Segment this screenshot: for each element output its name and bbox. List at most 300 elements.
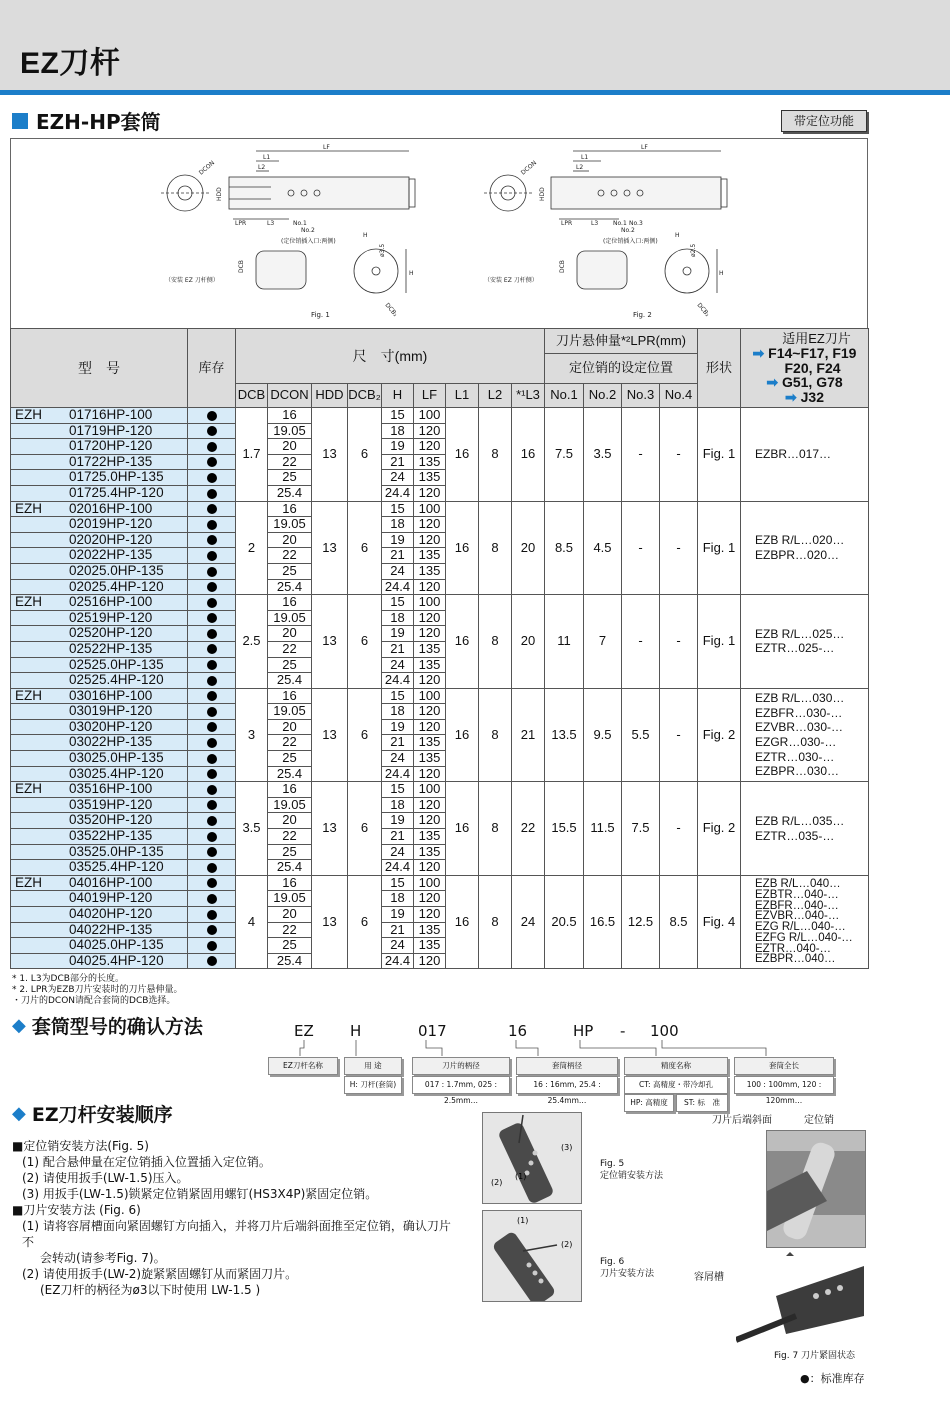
subcol-5: LF [414, 384, 446, 408]
applicable-insert-cell: EZB R/L…025… EZTR…025-… [741, 595, 869, 689]
model-cell: 02022HP-135 [11, 548, 188, 564]
dcon-cell: 25 [268, 751, 312, 767]
step2-item-1-cont: 会转动(请参考Fig. 7)。 [40, 1251, 166, 1265]
spec-table [10, 328, 869, 969]
stock-cell [188, 408, 236, 424]
model-cell: 04019HP-120 [11, 891, 188, 907]
hdd-cell: 13 [312, 688, 348, 782]
stock-dot-icon [207, 722, 217, 732]
applic-item-3: G51, G78 [781, 374, 843, 391]
model-cell: 03519HP-120 [11, 797, 188, 813]
dcon-cell: 20 [268, 626, 312, 642]
dcb-cell: 1.7 [236, 408, 268, 502]
applic-item-1: F14~F17, F19 [768, 345, 857, 362]
no1-cell: 13.5 [545, 688, 584, 782]
stock-cell [188, 766, 236, 782]
dcon-cell: 16 [268, 595, 312, 611]
stock-cell [188, 517, 236, 533]
no3-cell: - [622, 595, 660, 689]
fig7-closeup-photo [766, 1130, 866, 1248]
subcol-12: No.4 [660, 384, 698, 408]
stock-cell [188, 673, 236, 689]
shape-cell: Fig. 1 [698, 501, 741, 595]
svg-text:L1: L1 [581, 154, 589, 161]
svg-text:No.2: No.2 [621, 227, 635, 234]
h-cell: 21 [382, 548, 414, 564]
shape-cell: Fig. 2 [698, 688, 741, 782]
technical-drawing-box [10, 138, 868, 328]
svg-text:No.1: No.1 [613, 220, 627, 227]
lf-cell: 120 [414, 439, 446, 455]
step1-item-2: (2) 请使用扳手(LW-1.5)压入。 [22, 1171, 189, 1185]
no4-cell: - [660, 501, 698, 595]
model-cell: 03019HP-120 [11, 704, 188, 720]
no1-cell: 15.5 [545, 782, 584, 876]
svg-text:L2: L2 [576, 164, 584, 171]
lf-cell: 100 [414, 408, 446, 424]
lf-cell: 120 [414, 719, 446, 735]
h-cell: 24.4 [382, 485, 414, 501]
no2-cell: 16.5 [584, 875, 622, 969]
dcon-cell: 25 [268, 938, 312, 954]
stock-dot-icon [207, 691, 217, 701]
positioning-function-tag: 带定位功能 [781, 110, 867, 132]
code-val-precision-hp: HP: 高精度 [624, 1094, 674, 1112]
stock-dot-icon [207, 504, 217, 514]
code-box-sleeve-shank: 套筒柄径 [516, 1057, 618, 1075]
l1-cell: 16 [446, 688, 479, 782]
dcb2-cell: 6 [348, 688, 382, 782]
arrow-icon: ➡ [766, 374, 779, 391]
stock-cell [188, 470, 236, 486]
square-bullet-icon [12, 113, 28, 129]
subcol-7: L2 [479, 384, 512, 408]
code-box-length: 套筒全长 [734, 1057, 834, 1075]
dim-label-l1: L1 [263, 154, 271, 161]
l3-cell: 24 [512, 875, 545, 969]
model-cell: 04020HP-120 [11, 907, 188, 923]
col-shape: 形状 [698, 329, 741, 408]
dcon-cell: 20 [268, 813, 312, 829]
model-cell: 02019HP-120 [11, 517, 188, 533]
dcon-cell: 22 [268, 829, 312, 845]
model-cell: 04025.0HP-135 [11, 938, 188, 954]
svg-text:DCB: DCB [559, 260, 566, 273]
step1-heading: ■定位销安装方法(Fig. 5) [12, 1139, 149, 1153]
stock-cell [188, 953, 236, 969]
code-box-insert-shank: 刀片的柄径 [412, 1057, 510, 1075]
model-cell: 02025.0HP-135 [11, 563, 188, 579]
no3-cell: 7.5 [622, 782, 660, 876]
l2-cell: 8 [479, 875, 512, 969]
shape-cell: Fig. 4 [698, 875, 741, 969]
stock-cell [188, 641, 236, 657]
section-model-code-title [12, 1012, 203, 1039]
model-cell: EZH 02516HP-100 [11, 595, 188, 611]
model-cell: 03525.4HP-120 [11, 860, 188, 876]
h-cell: 24.4 [382, 673, 414, 689]
code-val-precision-st: ST: 标 准 [676, 1094, 728, 1112]
table-row [11, 408, 869, 424]
stock-legend: ●：标准库存 [800, 1372, 865, 1385]
h-cell: 19 [382, 813, 414, 829]
model-cell: 03025.4HP-120 [11, 766, 188, 782]
h-cell: 15 [382, 875, 414, 891]
code-part-16: 16 [508, 1022, 528, 1040]
no3-cell: 12.5 [622, 875, 660, 969]
stock-dot-icon [207, 567, 217, 577]
dcon-cell: 19.05 [268, 891, 312, 907]
applic-title: 适用EZ刀片 [782, 330, 851, 346]
h-cell: 19 [382, 626, 414, 642]
lf-cell: 135 [414, 548, 446, 564]
h-cell: 18 [382, 797, 414, 813]
model-cell: EZH 03516HP-100 [11, 782, 188, 798]
l2-cell: 8 [479, 782, 512, 876]
stock-cell [188, 704, 236, 720]
subcol-8: *¹L3 [512, 384, 545, 408]
applicable-insert-cell: EZB R/L…030… EZBFR…030-… EZVBR…030-… EZGR…030-… EZTR…030-… EZBPR…030… [741, 688, 869, 782]
h-cell: 21 [382, 735, 414, 751]
dim-label-no1: No.1 [293, 220, 307, 227]
model-cell: 02520HP-120 [11, 626, 188, 642]
code-box-usage: 用 途 [344, 1057, 402, 1075]
model-cell: 03020HP-120 [11, 719, 188, 735]
svg-text:L3: L3 [591, 220, 599, 227]
stock-cell [188, 860, 236, 876]
dcon-cell: 25.4 [268, 579, 312, 595]
lf-cell: 135 [414, 844, 446, 860]
no2-cell: 3.5 [584, 408, 622, 502]
svg-text:H: H [675, 232, 680, 239]
section3-title-text: EZ刀杆安装顺序 [31, 1104, 173, 1126]
dim-label-h-side: H [409, 270, 414, 277]
stock-cell [188, 657, 236, 673]
code-part-dash: - [620, 1022, 626, 1040]
model-cell: 02525.0HP-135 [11, 657, 188, 673]
model-cell: EZH 01716HP-100 [11, 408, 188, 424]
dcon-cell: 25.4 [268, 953, 312, 969]
dcon-cell: 25.4 [268, 766, 312, 782]
stock-dot-icon [207, 832, 217, 842]
fig5-caption-number: Fig. 5 [600, 1159, 625, 1169]
h-cell: 19 [382, 439, 414, 455]
fig6-caption [600, 1256, 654, 1280]
model-cell: 03520HP-120 [11, 813, 188, 829]
dim-label-lpr: LPR [235, 220, 247, 227]
l3-cell: 21 [512, 688, 545, 782]
lf-cell: 135 [414, 454, 446, 470]
dcon-cell: 25.4 [268, 485, 312, 501]
dcb-cell: 3.5 [236, 782, 268, 876]
dcon-cell: 22 [268, 454, 312, 470]
shape-cell: Fig. 1 [698, 595, 741, 689]
svg-text:HDD: HDD [539, 187, 546, 201]
fig5-caption-text: 定位销安装方法 [600, 1171, 664, 1181]
applicable-insert-cell: EZB R/L…040… EZBTR…040-… EZBFR…040-… EZVBR…040-… EZG R/L…040-… EZFG R/L…040-… EZTR…040-… EZBPR…040… [741, 875, 869, 969]
subcol-3: DCB₂ [348, 384, 382, 408]
fig5-mark-1: (1) [515, 1172, 527, 1181]
model-cell: 01722HP-135 [11, 454, 188, 470]
stock-dot-icon [207, 551, 217, 561]
stock-cell [188, 610, 236, 626]
dcon-cell: 20 [268, 439, 312, 455]
section-title-text: EZH-HP套筒 [36, 110, 161, 134]
lf-cell: 100 [414, 875, 446, 891]
lf-cell: 135 [414, 563, 446, 579]
fig7-overall-photo [736, 1256, 866, 1346]
fig2-caption: Fig. 2 [633, 311, 652, 319]
lf-cell: 120 [414, 673, 446, 689]
col-applic [741, 329, 869, 408]
subcol-0: DCB [236, 384, 268, 408]
lf-cell: 100 [414, 501, 446, 517]
table-row [11, 782, 869, 798]
dcb2-cell: 6 [348, 501, 382, 595]
svg-text:DCB₂: DCB₂ [695, 301, 711, 319]
stock-cell [188, 719, 236, 735]
table-notes [12, 974, 183, 1007]
fig5-mark-2: (2) [491, 1178, 503, 1187]
code-part-ez: EZ [294, 1022, 314, 1040]
lf-cell: 135 [414, 470, 446, 486]
h-cell: 24.4 [382, 766, 414, 782]
hdd-cell: 13 [312, 875, 348, 969]
l2-cell: 8 [479, 688, 512, 782]
dcon-cell: 22 [268, 548, 312, 564]
dim-label-no2: No.2 [301, 227, 315, 234]
l1-cell: 16 [446, 501, 479, 595]
no1-cell: 11 [545, 595, 584, 689]
svg-text:LF: LF [641, 144, 648, 151]
dim-label-hdd: HDD [216, 187, 223, 201]
stock-dot-icon [207, 754, 217, 764]
stock-dot-icon [207, 535, 217, 545]
section-install-title [12, 1100, 173, 1127]
applic-item-4: J32 [800, 388, 824, 405]
stock-dot-icon [207, 816, 217, 826]
subcol-9: No.1 [545, 384, 584, 408]
h-cell: 18 [382, 423, 414, 439]
pin-label-fig1: (定位销插入口:两侧) [281, 238, 336, 245]
code-val-usage: H: 刀杆(套筒) [344, 1076, 402, 1094]
l2-cell: 8 [479, 595, 512, 689]
lf-cell: 120 [414, 907, 446, 923]
stock-dot-icon [207, 769, 217, 779]
subcol-1: DCON [268, 384, 312, 408]
lf-cell: 135 [414, 922, 446, 938]
note-1: * 1. L3为DCB部分的长度。 [12, 974, 124, 984]
stock-cell [188, 797, 236, 813]
applic-item-2: F20, F24 [784, 359, 841, 376]
stock-dot-icon [207, 956, 217, 966]
stock-dot-icon [207, 910, 217, 920]
dcb-cell: 3 [236, 688, 268, 782]
l1-cell: 16 [446, 408, 479, 502]
dcon-cell: 22 [268, 922, 312, 938]
table-row [11, 688, 869, 704]
col-lpr: 刀片悬伸量*²LPR(mm) [545, 329, 698, 354]
dim-label-dcb2: DCB₂ [383, 301, 399, 319]
stock-cell [188, 891, 236, 907]
code-part-100: 100 [650, 1022, 679, 1040]
code-part-017: 017 [418, 1022, 447, 1040]
page-header [0, 0, 950, 92]
stock-dot-icon [207, 847, 217, 857]
stock-dot-icon [207, 411, 217, 421]
stock-dot-icon [207, 941, 217, 951]
stock-dot-icon [207, 582, 217, 592]
subcol-6: L1 [446, 384, 479, 408]
model-cell: EZH 04016HP-100 [11, 875, 188, 891]
col-model: 型 号 [11, 329, 188, 408]
stock-cell [188, 454, 236, 470]
lf-cell: 120 [414, 626, 446, 642]
stock-cell [188, 813, 236, 829]
stock-dot-icon [207, 442, 217, 452]
dcb-cell: 4 [236, 875, 268, 969]
model-cell: 03025.0HP-135 [11, 751, 188, 767]
stock-cell [188, 875, 236, 891]
l2-cell: 8 [479, 501, 512, 595]
hdd-cell: 13 [312, 408, 348, 502]
l1-cell: 16 [446, 782, 479, 876]
no4-cell: - [660, 688, 698, 782]
h-cell: 15 [382, 408, 414, 424]
dcon-cell: 22 [268, 641, 312, 657]
fig6-photo [482, 1210, 582, 1302]
fig6-caption-number: Fig. 6 [600, 1257, 625, 1267]
stock-dot-icon [207, 878, 217, 888]
no4-cell: - [660, 408, 698, 502]
h-cell: 24 [382, 938, 414, 954]
stock-cell [188, 782, 236, 798]
h-cell: 21 [382, 922, 414, 938]
col-stock: 库存 [188, 329, 236, 408]
col-pin: 定位销的设定位置 [545, 354, 698, 384]
svg-text:ø2.5: ø2.5 [690, 243, 697, 257]
subcol-10: No.2 [584, 384, 622, 408]
dcb-cell: 2 [236, 501, 268, 595]
code-val-insert-shank: 017 : 1.7mm, 025 : 2.5mm… [412, 1076, 510, 1094]
h-cell: 24.4 [382, 860, 414, 876]
model-cell: EZH 02016HP-100 [11, 501, 188, 517]
lf-cell: 120 [414, 860, 446, 876]
stock-cell [188, 844, 236, 860]
model-cell: 01720HP-120 [11, 439, 188, 455]
dcb2-cell: 6 [348, 875, 382, 969]
code-box-name: EZ刀杆名称 [268, 1057, 338, 1075]
section2-title-text: 套筒型号的确认方法 [31, 1016, 203, 1038]
lf-cell: 120 [414, 485, 446, 501]
h-cell: 21 [382, 829, 414, 845]
h-cell: 21 [382, 641, 414, 657]
stock-dot-icon [207, 863, 217, 873]
no1-cell: 8.5 [545, 501, 584, 595]
arrow-icon: ➡ [785, 388, 797, 405]
stock-cell [188, 751, 236, 767]
stock-dot-icon [207, 613, 217, 623]
fig5-photo [482, 1112, 582, 1204]
no2-cell: 11.5 [584, 782, 622, 876]
dim-label-d35: ø3.5 [379, 243, 386, 257]
dcb2-cell: 6 [348, 595, 382, 689]
dcon-cell: 20 [268, 532, 312, 548]
dcon-cell: 16 [268, 875, 312, 891]
lf-cell: 135 [414, 641, 446, 657]
lf-cell: 120 [414, 797, 446, 813]
svg-text:LPR: LPR [561, 220, 573, 227]
header-accent-bar [0, 90, 950, 95]
svg-text:H: H [719, 270, 724, 277]
arrow-icon: ➡ [752, 345, 765, 362]
code-val-sleeve-shank: 16 : 16mm, 25.4 : 25.4mm… [516, 1076, 618, 1094]
lf-cell: 120 [414, 579, 446, 595]
h-cell: 21 [382, 454, 414, 470]
step2-item-1: (1) 请将容屑槽面向紧固螺钉方向插入，并将刀片后端斜面推至定位销，确认刀片不 [22, 1219, 451, 1249]
h-cell: 24 [382, 563, 414, 579]
dcon-cell: 22 [268, 735, 312, 751]
stock-dot-icon [207, 426, 217, 436]
note-2: * 2. LPR为EZB刀片安装时的刀片悬伸量。 [12, 985, 183, 995]
no1-cell: 20.5 [545, 875, 584, 969]
stock-dot-icon [207, 676, 217, 686]
dim-label-lf: LF [323, 144, 330, 151]
fig6-caption-text: 刀片安装方法 [600, 1269, 655, 1279]
dcon-cell: 25.4 [268, 673, 312, 689]
page-title: EZ刀杆 [20, 47, 121, 80]
stock-dot-icon [207, 785, 217, 795]
dcon-cell: 25.4 [268, 860, 312, 876]
dcb-cell: 2.5 [236, 595, 268, 689]
dim-label-l3: L3 [267, 220, 275, 227]
l1-cell: 16 [446, 595, 479, 689]
stock-cell [188, 548, 236, 564]
h-cell: 18 [382, 891, 414, 907]
lf-cell: 120 [414, 891, 446, 907]
no1-cell: 7.5 [545, 408, 584, 502]
lf-cell: 120 [414, 813, 446, 829]
no2-cell: 4.5 [584, 501, 622, 595]
stock-cell [188, 938, 236, 954]
h-cell: 24 [382, 844, 414, 860]
h-cell: 15 [382, 782, 414, 798]
stock-cell [188, 439, 236, 455]
step1-item-1: (1) 配合悬伸量在定位销插入位置插入定位销。 [22, 1155, 271, 1169]
side-label-fig1: （安装 EZ 刀杆侧） [165, 277, 219, 284]
model-cell: 02020HP-120 [11, 532, 188, 548]
diamond-icon: ◆ [12, 1103, 26, 1124]
code-part-hp: HP [573, 1022, 594, 1040]
h-cell: 15 [382, 688, 414, 704]
no4-cell: - [660, 595, 698, 689]
model-cell: 03022HP-135 [11, 735, 188, 751]
dcon-cell: 16 [268, 688, 312, 704]
fig5-mark-3: (3) [561, 1143, 573, 1152]
lf-cell: 100 [414, 595, 446, 611]
applicable-insert-cell: EZB R/L…035… EZTR…035-… [741, 782, 869, 876]
code-val-precision-ct: CT: 高精度・带冷却孔 [624, 1076, 728, 1094]
svg-text:DCON: DCON [519, 159, 539, 177]
dcon-cell: 25 [268, 470, 312, 486]
stock-dot-icon [207, 660, 217, 670]
l2-cell: 8 [479, 408, 512, 502]
table-row [11, 595, 869, 611]
model-cell: 04025.4HP-120 [11, 953, 188, 969]
stock-dot-icon [207, 707, 217, 717]
lf-cell: 120 [414, 517, 446, 533]
dcon-cell: 19.05 [268, 704, 312, 720]
